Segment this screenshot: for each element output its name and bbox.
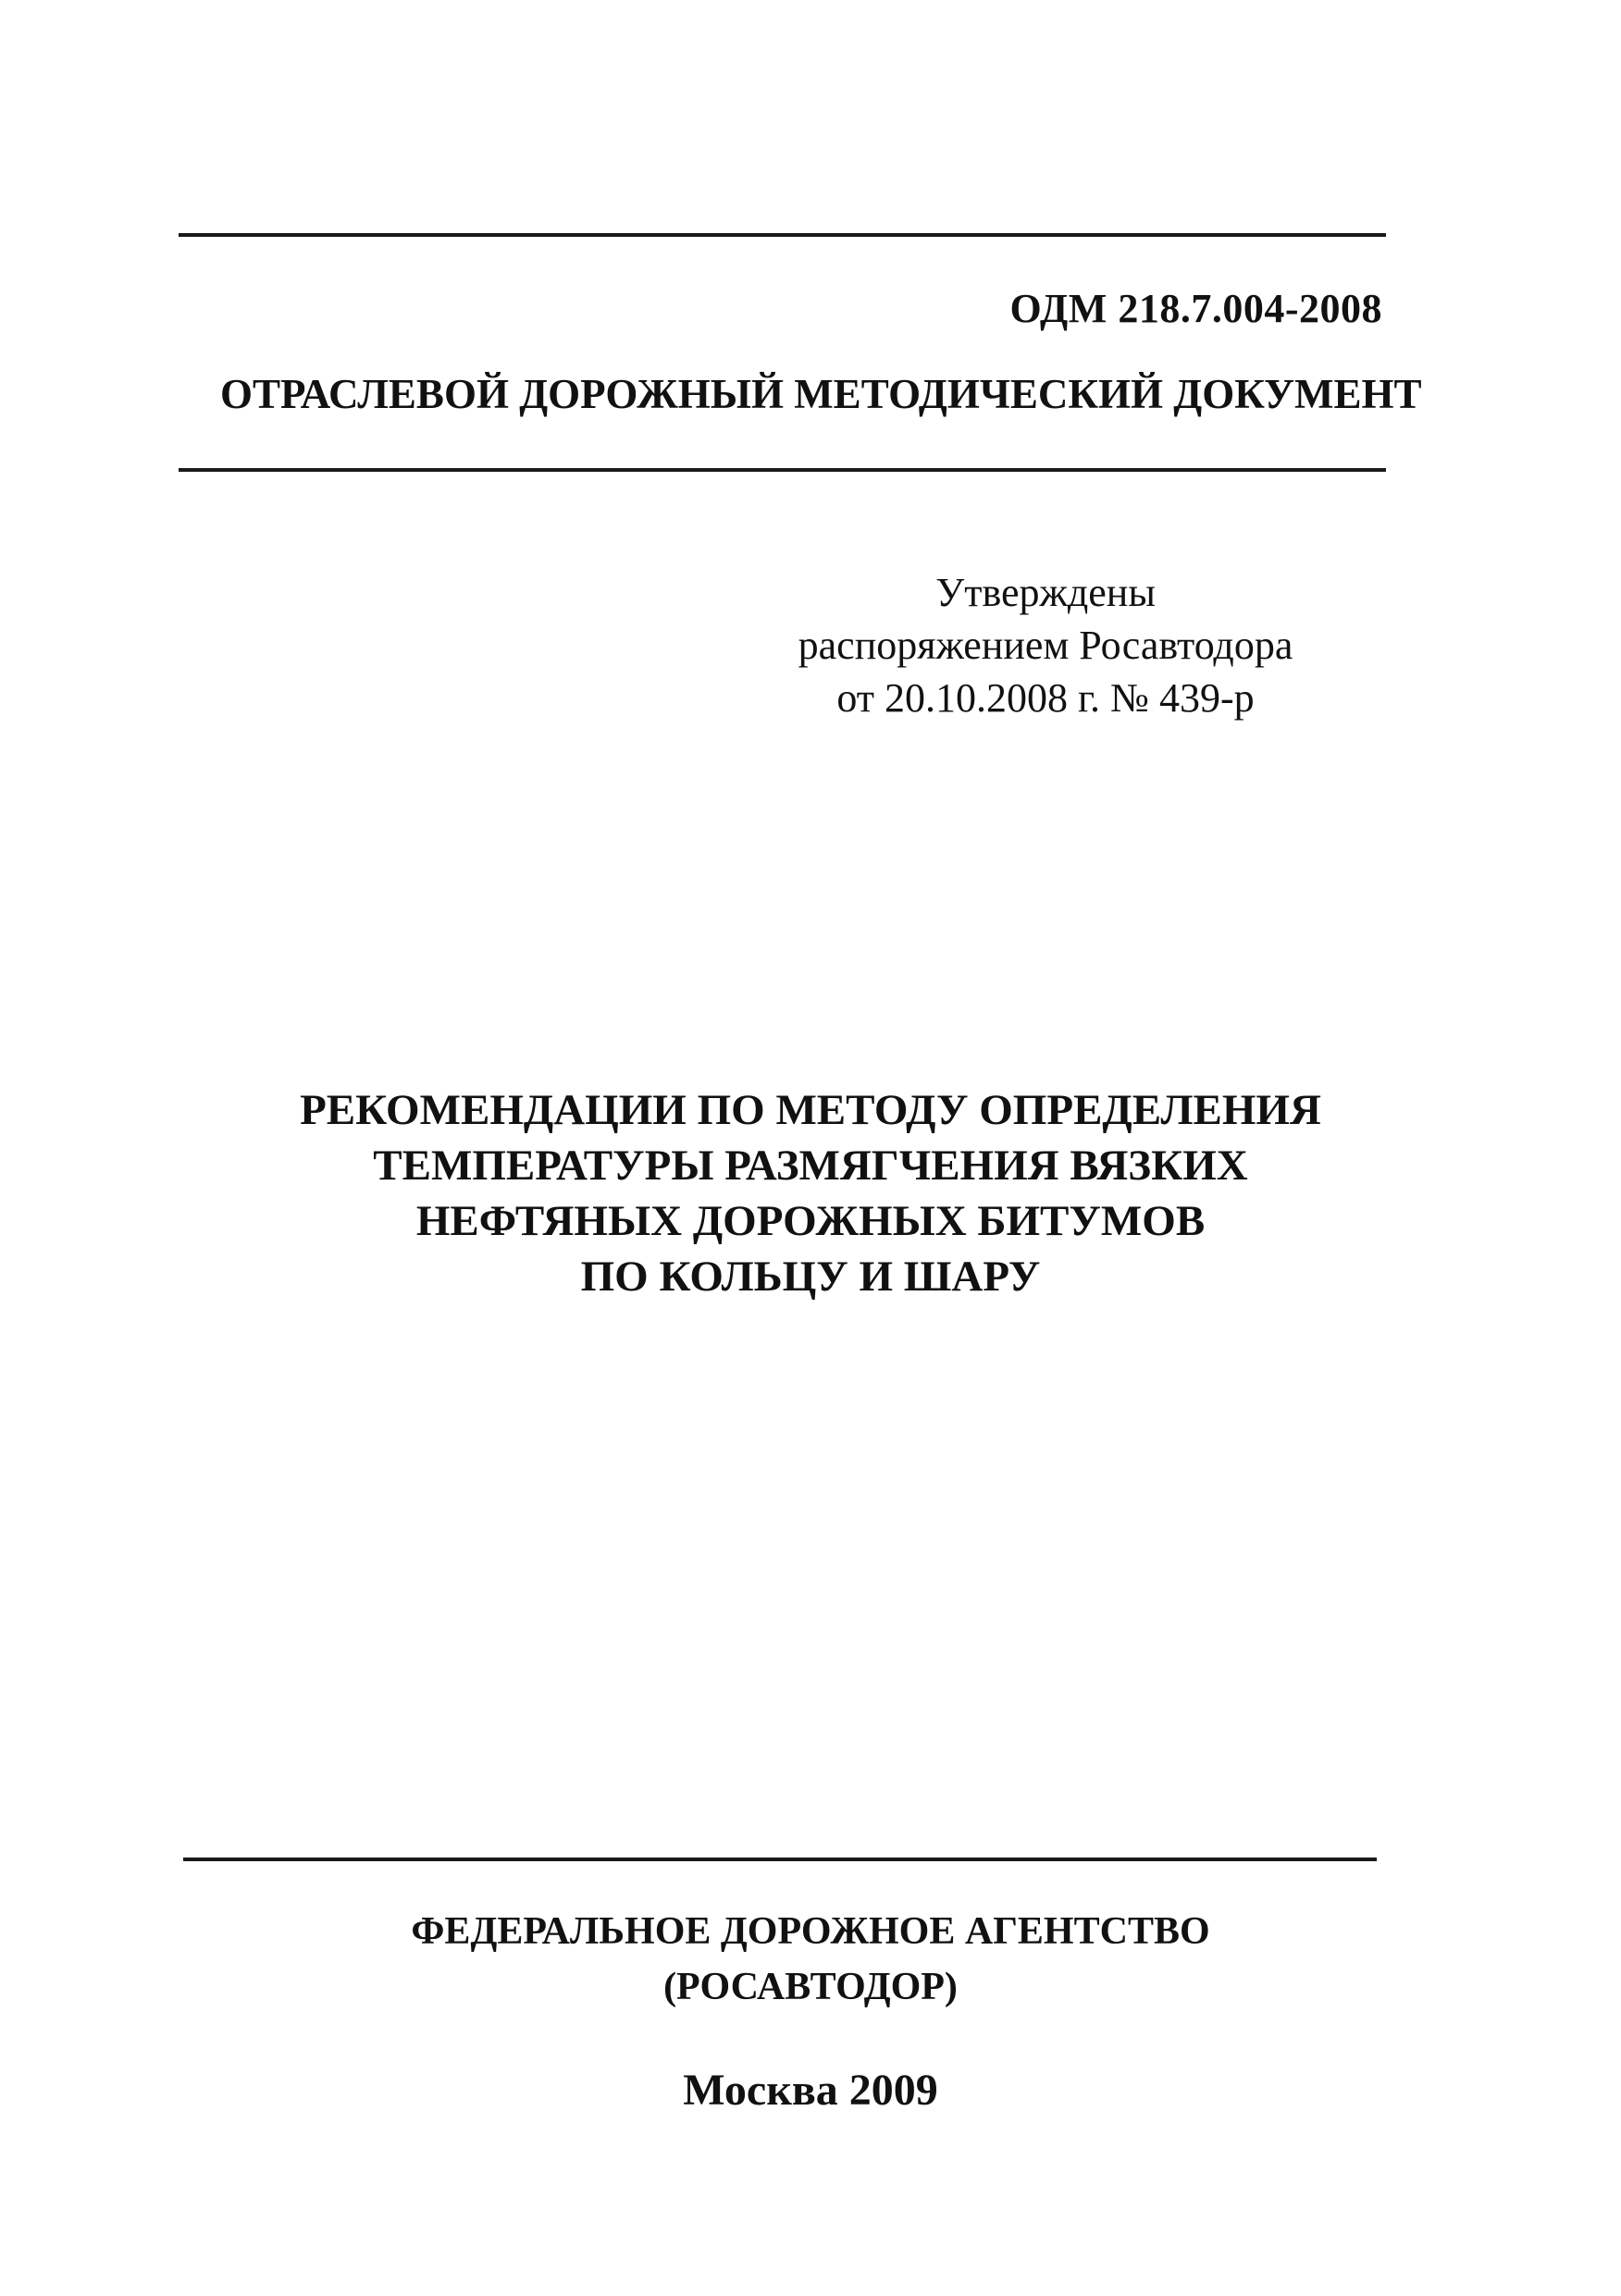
place-and-year: Москва 2009 [683, 2066, 938, 2115]
footer-divider [183, 1858, 1377, 1861]
title-line: РЕКОМЕНДАЦИИ ПО МЕТОДУ ОПРЕДЕЛЕНИЯ [300, 1086, 1321, 1134]
title-line: ТЕМПЕРАТУРЫ РАЗМЯГЧЕНИЯ ВЯЗКИХ [373, 1142, 1248, 1190]
document-code: ОДМ 218.7.004-2008 [1009, 286, 1382, 331]
header-divider [179, 468, 1386, 472]
title-line: НЕФТЯНЫХ ДОРОЖНЫХ БИТУМОВ [415, 1197, 1206, 1245]
title-line: ПО КОЛЬЦУ И ШАРУ [580, 1253, 1041, 1301]
approval-line: распоряжением Росавтодора [798, 623, 1293, 668]
top-divider [179, 233, 1386, 237]
publisher-name: ФЕДЕРАЛЬНОЕ ДОРОЖНОЕ АГЕНТСТВО [411, 1910, 1210, 1953]
document-type: ОТРАСЛЕВОЙ ДОРОЖНЫЙ МЕТОДИЧЕСКИЙ ДОКУМЕНТ [220, 371, 1422, 417]
document-title [163, 1082, 1458, 1304]
publisher-block [163, 1904, 1458, 2015]
approval-line: Утверждены [935, 570, 1156, 615]
publisher-abbreviation: (РОСАВТОДОР) [663, 1966, 958, 2008]
approval-block [740, 566, 1351, 724]
approval-line: от 20.10.2008 г. № 439-р [836, 675, 1255, 721]
